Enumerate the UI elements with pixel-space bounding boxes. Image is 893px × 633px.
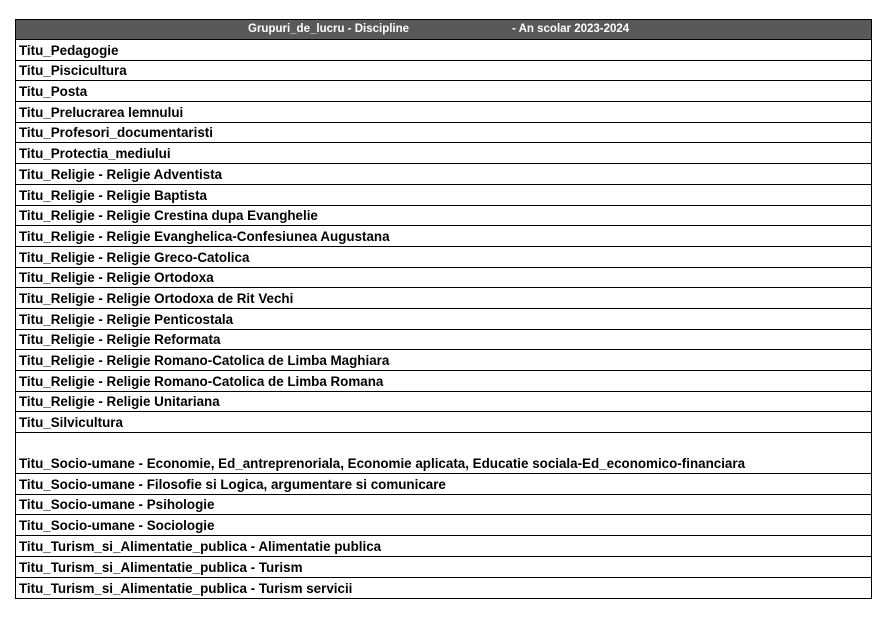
- table-row: Titu_Socio-umane - Economie, Ed_antreprenoriala, Economie aplicata, Educatie sociala-Ed_economico-financiara: [16, 433, 871, 474]
- table-row: Titu_Religie - Religie Adventista: [16, 164, 871, 185]
- table-header: [16, 20, 871, 40]
- table-row: Titu_Religie - Religie Crestina dupa Evanghelie: [16, 206, 871, 227]
- table-row: Titu_Religie - Religie Penticostala: [16, 309, 871, 330]
- table-row: Titu_Religie - Religie Greco-Catolica: [16, 247, 871, 268]
- table-row: Titu_Protectia_mediului: [16, 143, 871, 164]
- table-row: Titu_Turism_si_Alimentatie_publica - Alimentatie publica: [16, 536, 871, 557]
- table-row: Titu_Religie - Religie Romano-Catolica de Limba Maghiara: [16, 350, 871, 371]
- table-row: Titu_Religie - Religie Romano-Catolica de Limba Romana: [16, 371, 871, 392]
- table-row: Titu_Socio-umane - Filosofie si Logica, argumentare si comunicare: [16, 474, 871, 495]
- table-row: Titu_Socio-umane - Sociologie: [16, 515, 871, 536]
- spreadsheet-table: [15, 19, 872, 599]
- table-row: Titu_Profesori_documentaristi: [16, 123, 871, 144]
- table-row: Titu_Religie - Religie Ortodoxa de Rit Vechi: [16, 288, 871, 309]
- table-row: Titu_Pedagogie: [16, 40, 871, 61]
- table-row: Titu_Religie - Religie Unitariana: [16, 392, 871, 413]
- table-row: Titu_Prelucrarea lemnului: [16, 102, 871, 123]
- table-row: Titu_Turism_si_Alimentatie_publica - Turism: [16, 557, 871, 578]
- table-row: Titu_Silvicultura: [16, 412, 871, 433]
- table-row: Titu_Religie - Religie Evanghelica-Confesiunea Augustana: [16, 226, 871, 247]
- table-row: Titu_Piscicultura: [16, 61, 871, 82]
- table-row: Titu_Posta: [16, 81, 871, 102]
- table-row: Titu_Religie - Religie Baptista: [16, 185, 871, 206]
- table-row: Titu_Turism_si_Alimentatie_publica - Turism servicii: [19, 581, 353, 597]
- table-row: Titu_Religie - Religie Reformata: [16, 330, 871, 351]
- table-row: Titu_Religie - Religie Ortodoxa: [16, 268, 871, 289]
- header-school-year: - An scolar 2023-2024: [512, 23, 630, 35]
- header-title: Grupuri_de_lucru - Discipline: [248, 23, 410, 35]
- table-row: Titu_Socio-umane - Psihologie: [16, 495, 871, 516]
